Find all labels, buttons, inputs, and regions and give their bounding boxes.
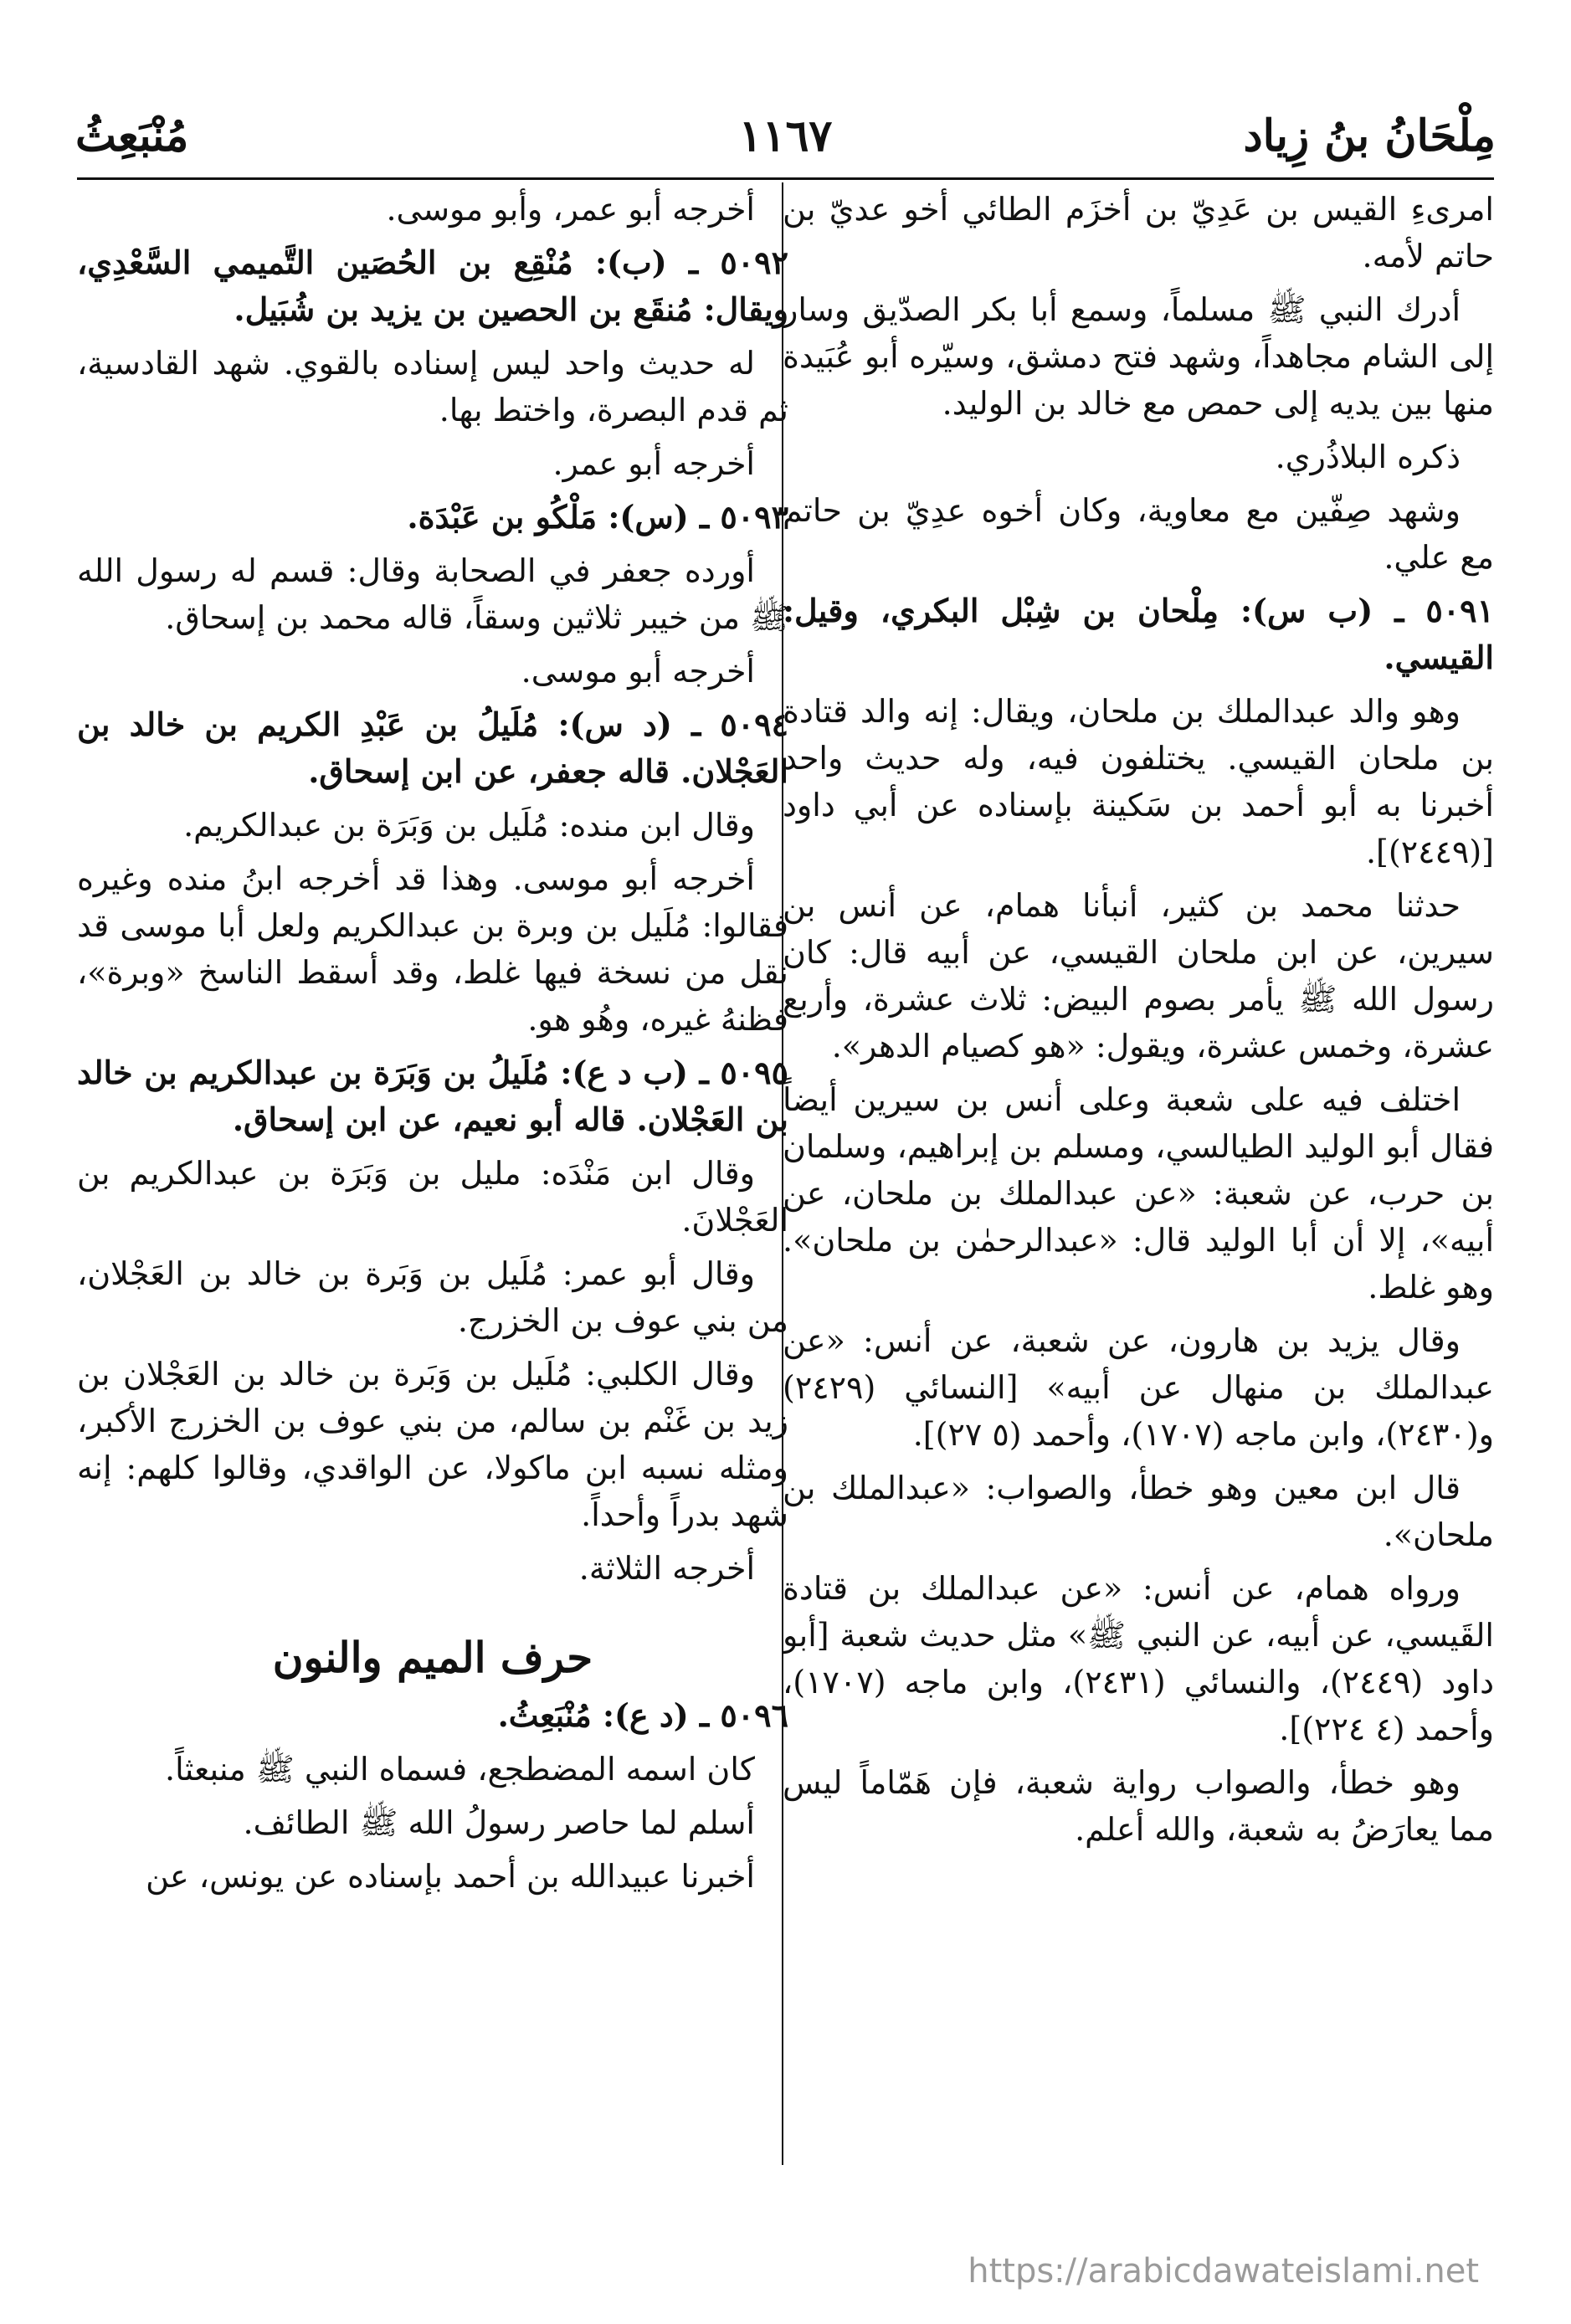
page-number: ١١٦٧ [738, 110, 833, 162]
paragraph: وقال يزيد بن هارون، عن شعبة، عن أنس: «عن عبدالملك بن منهال عن أبيه» [النسائي (٢٤٢٩) و(٢٤٣٠)، وابن ماجه (١٧٠٧)، وأحمد (٥ ٢٧)]. [783, 1322, 1494, 1453]
paragraph: أخبرنا عبيدالله بن أحمد بإسناده عن يونس، عن [146, 1858, 755, 1895]
header-rule [77, 177, 1494, 180]
paragraph: وقال ابن مَنْدَه: مليل بن وَبَرَة بن عبدالكريم بن العَجْلانَ. [77, 1155, 788, 1239]
paragraph: أخرجه أبو موسى. [521, 653, 755, 690]
paragraph: ذكره البلاذُري. [1275, 439, 1461, 475]
paragraph: أسلم لما حاصر رسولُ الله ﷺ الطائف. [243, 1804, 755, 1841]
paragraph: وقال أبو عمر: مُلَيل بن وَبَرة بن خالد بن العَجْلان، من بني عوف بن الخزرج. [77, 1255, 788, 1339]
entry-heading: ٥٠٩٥ ـ (ب د ع): مُلَيلُ بن وَبَرَة بن عبدالكريم بن خالد بن العَجْلان. قاله أبو نعيم، عن ابن إسحاق. [77, 1054, 788, 1138]
paragraph: وقال الكلبي: مُلَيل بن وَبَرة بن خالد بن العَجْلان بن زيد بن غَنْم بن سالم، من بني عوف بن الخزرج الأكبر، ومثله نسبه ابن ماكولا، عن الواقدي، وقالوا كلهم: إنه شهد بدراً وأحداً. [77, 1356, 788, 1533]
paragraph: قال ابن معين وهو خطأ، والصواب: «عبدالملك بن ملحان». [783, 1470, 1494, 1553]
entry-heading: ٥٠٩٤ ـ (د س): مُلَيلُ بن عَبْدِ الكريم بن خالد بن العَجْلان. قاله جعفر، عن ابن إسحاق. [77, 705, 788, 790]
entry-heading: ٥٠٩١ ـ (ب س): مِلْحان بن شِبْل البكري، وقيل: القيسي. [783, 592, 1494, 676]
page-header [75, 99, 1496, 174]
right-column [783, 186, 1494, 2136]
paragraph: أخرجه أبو عمر، وأبو موسى. [386, 191, 755, 228]
left-column [77, 186, 788, 2136]
entry-heading: ٥٠٩٢ ـ (ب): مُنْقِع بن الحُصَين التَّميمي السَّعْدِي، ويقال: مُنقَع بن الحصين بن يزيد بن شُبَيل. [77, 244, 788, 328]
paragraph: وقال ابن منده: مُلَيل بن وَبَرَة بن عبدالكريم. [183, 807, 755, 844]
left-column-section-entries [77, 1692, 788, 1900]
paragraph: كان اسمه المضطجع، فسماه النبي ﷺ منبعثاً. [165, 1751, 755, 1788]
paragraph: أخرجه الثلاثة. [578, 1550, 755, 1587]
left-column-entries [77, 186, 788, 1592]
paragraph: وهو والد عبدالملك بن ملحان، ويقال: إنه والد قتادة بن ملحان القيسي. يختلفون فيه، وله حديث واحد أخبرنا به أبو أحمد بن سَكينة بإسناده عن أبي داود [(٢٤٤٩)]. [783, 693, 1494, 870]
paragraph: حدثنا محمد بن كثير، أنبأنا همام، عن أنس بن سيرين، عن ابن ملحان القيسي، عن أبيه قال: كان رسول الله ﷺ يأمر بصوم البيض: ثلاث عشرة، وأربع عشرة، وخمس عشرة، ويقول: «هو كصيام الدهر». [783, 887, 1494, 1065]
paragraph: له حديث واحد ليس إسناده بالقوي. شهد القادسية، ثم قدم البصرة، واختط بها. [77, 345, 788, 428]
entry-heading: ٥٠٩٣ ـ (س): مَلْكُو بن عَبْدَة. [407, 498, 788, 536]
paragraph: وهو خطأ، والصواب رواية شعبة، فإن هَمّاماً ليس مما يعارَضُ به شعبة، والله أعلم. [783, 1764, 1494, 1848]
paragraph: أخرجه أبو موسى. وهذا قد أخرجه ابنُ منده وغيره فقالوا: مُلَيل بن وبرة بن عبدالكريم ولعل أبا موسى قد نقل من نسخة فيها غلط، وقد أسقط الناسخ «وبرة»، فظنهُ غيره، وهُو هو. [77, 860, 788, 1038]
watermark: https://arabicdawateislami.net [968, 2252, 1479, 2291]
paragraph: وشهد صِفّين مع معاوية، وكان أخوه عدِيّ بن حاتم مع علي. [783, 492, 1494, 576]
section-title: حرف الميم والنون [272, 1633, 593, 1682]
paragraph: أخرجه أبو عمر. [552, 445, 755, 482]
paragraph: اختلف فيه على شعبة وعلى أنس بن سيرين أيضاً فقال أبو الوليد الطيالسي، ومسلم بن إبراهيم، وسلمان بن حرب، عن شعبة: «عن عبدالملك بن ملحان، عن أبيه»، إلا أن أبا الوليد قال: «عبدالرحمٰن بن ملحان». وهو غلط. [783, 1081, 1494, 1306]
paragraph: ورواه همام، عن أنس: «عن عبدالملك بن قتادة القَيسي، عن أبيه، عن النبي ﷺ» مثل حديث شعبة [أبو داود (٢٤٤٩)، والنسائي (٢٤٣١)، وابن ماجه (١٧٠٧)، وأحمد (٤ ٢٢٤)]. [783, 1570, 1494, 1747]
running-head-right: مِلْحَانُ بنُ زِياد [1243, 110, 1496, 162]
running-head-left: مُنْبَعِثُ [75, 110, 189, 162]
paragraph: أورده جعفر في الصحابة وقال: قسم له رسول الله ﷺ من خيبر ثلاثين وسقاً، قاله محمد بن إسحاق. [77, 552, 788, 636]
paragraph: أدرك النبي ﷺ مسلماً، وسمع أبا بكر الصدّيق وسار إلى الشام مجاهداً، وشهد فتح دمشق، وسيّره أبو عُبَيدة منها بين يديه إلى حمص مع خالد بن الوليد. [783, 291, 1494, 422]
paragraph: امرىءِ القيس بن عَدِيّ بن أخزَم الطائي أخو عديّ بن حاتم لأمه. [783, 191, 1494, 274]
entry-heading: ٥٠٩٦ ـ (د ع): مُنْبَعِثُ. [497, 1696, 788, 1734]
